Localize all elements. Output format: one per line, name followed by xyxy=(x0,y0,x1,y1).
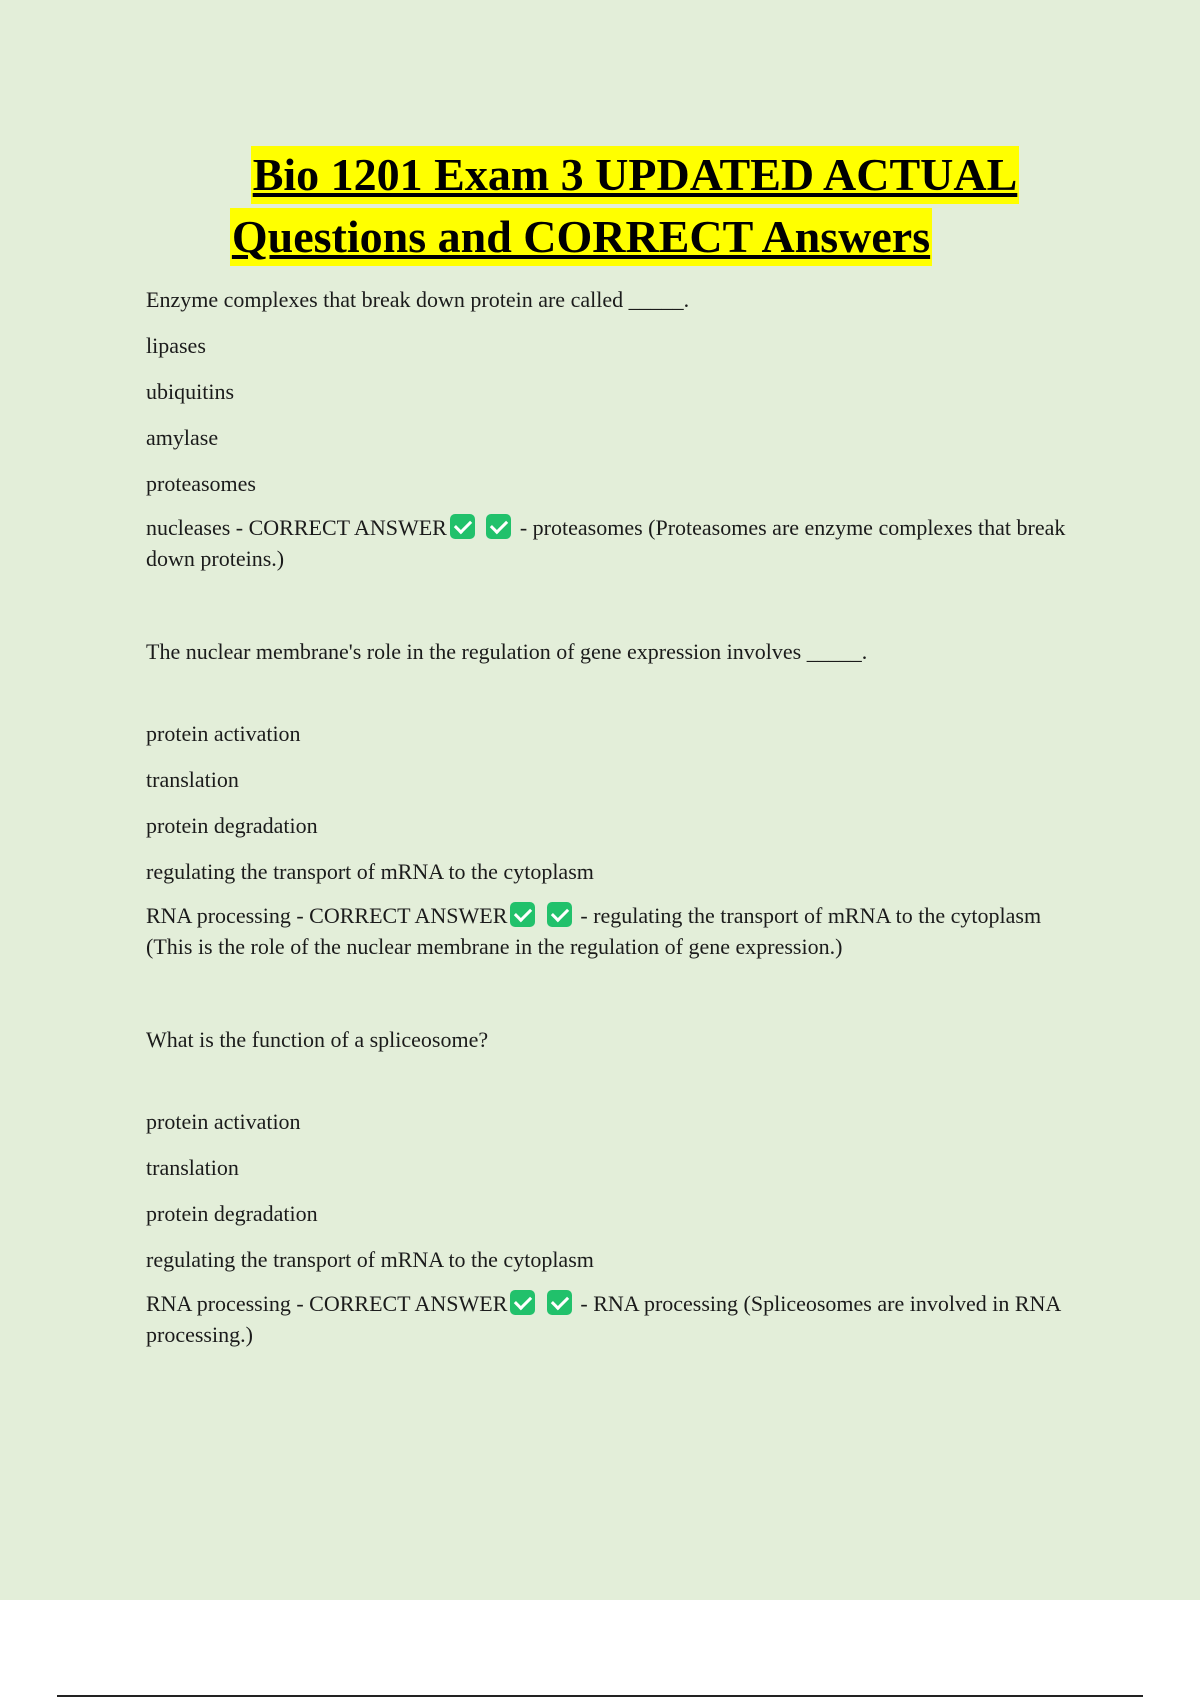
correct-answer-label: - CORRECT ANSWER xyxy=(230,515,447,540)
correct-answer-label: - CORRECT ANSWER xyxy=(290,1291,508,1316)
question-text: Enzyme complexes that break down protein are called _____. xyxy=(146,287,690,312)
answer-line xyxy=(146,512,1086,574)
check-box-icon xyxy=(547,1290,572,1315)
last-option: RNA processing xyxy=(146,1291,291,1316)
option: protein activation xyxy=(146,721,301,746)
question-text: What is the function of a spliceosome? xyxy=(146,1027,489,1052)
option: protein degradation xyxy=(146,813,318,838)
document-title xyxy=(0,146,1200,266)
option: translation xyxy=(146,1155,239,1180)
option: ubiquitins xyxy=(146,379,235,404)
last-option: nucleases xyxy=(146,515,231,540)
check-box-icon xyxy=(486,514,511,539)
answer-line xyxy=(146,1288,1086,1350)
answer-line xyxy=(146,900,1086,962)
last-option: RNA processing xyxy=(146,903,291,928)
option: protein degradation xyxy=(146,1201,318,1226)
title-line-1: Bio 1201 Exam 3 UPDATED ACTUAL xyxy=(251,146,1020,204)
option: translation xyxy=(146,767,239,792)
question-block xyxy=(146,284,1086,574)
question-text: The nuclear membrane's role in the regulation of gene expression involves _____. xyxy=(146,639,868,664)
question-block xyxy=(146,1024,1086,1350)
option: regulating the transport of mRNA to the cytoplasm xyxy=(146,859,594,884)
option: amylase xyxy=(146,425,219,450)
title-line-2: Questions and CORRECT Answers xyxy=(230,208,932,266)
footer-divider xyxy=(57,1695,1143,1697)
answer-text: - proteasomes (Proteasomes are enzyme complexes that break down proteins.) xyxy=(146,515,1066,571)
question-block xyxy=(146,636,1086,962)
option: regulating the transport of mRNA to the cytoplasm xyxy=(146,1247,594,1272)
correct-answer-label: - CORRECT ANSWER xyxy=(290,903,508,928)
answer-text: - RNA processing (Spliceosomes are involved in RNA processing.) xyxy=(146,1291,1061,1347)
option: lipases xyxy=(146,333,206,358)
question-list xyxy=(146,284,1086,1350)
option: protein activation xyxy=(146,1109,301,1134)
answer-text: - regulating the transport of mRNA to the cytoplasm (This is the role of the nuclear membrane in the regulation of gene expression.) xyxy=(146,903,1042,959)
check-box-icon xyxy=(510,902,535,927)
check-box-icon xyxy=(547,902,572,927)
option: proteasomes xyxy=(146,471,256,496)
check-box-icon xyxy=(510,1290,535,1315)
check-box-icon xyxy=(450,514,475,539)
